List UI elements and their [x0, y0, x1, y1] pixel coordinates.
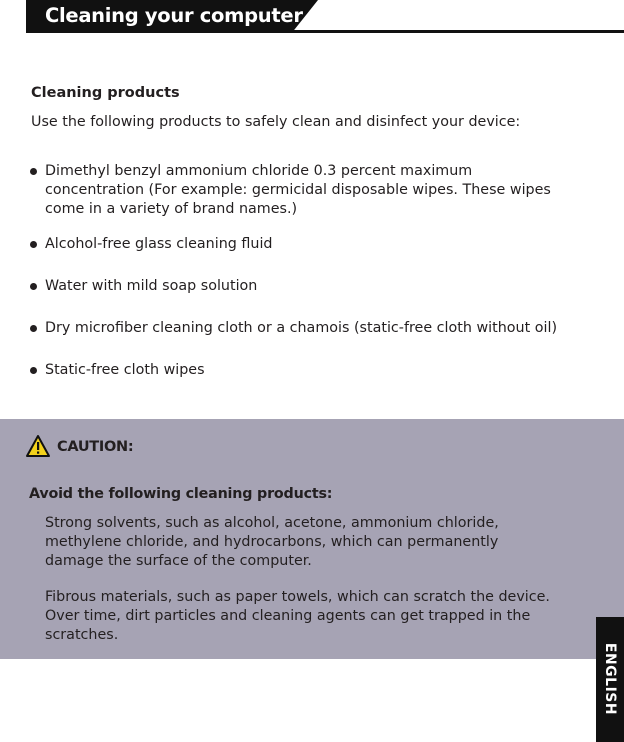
- bullet-icon: [30, 168, 37, 175]
- list-item-line: Dimethyl benzyl ammonium chloride 0.3 percent maximum: [45, 163, 473, 179]
- list-item-line: Over time, dirt particles and cleaning agents can get trapped in the: [45, 608, 531, 624]
- section-header: [26, 0, 624, 33]
- list-item-line: Dry microfiber cleaning cloth or a chamois (static-free cloth without oil): [45, 320, 558, 336]
- cleaning-products-heading: Cleaning products: [31, 85, 180, 101]
- list-item-line: Fibrous materials, such as paper towels, which can scratch the device.: [45, 589, 550, 605]
- header-rule: [26, 30, 624, 33]
- list-item-line: concentration (For example: germicidal disposable wipes. These wipes: [45, 182, 551, 198]
- avoid-heading: Avoid the following cleaning products:: [29, 486, 333, 502]
- warning-triangle-icon: [25, 434, 51, 458]
- bullet-icon: [30, 241, 37, 248]
- intro-text: Use the following products to safely clean and disinfect your device:: [31, 114, 521, 130]
- caution-title: CAUTION:: [57, 439, 134, 455]
- bullet-icon: [30, 367, 37, 374]
- list-item: [45, 162, 585, 219]
- bullet-icon: [30, 283, 37, 290]
- list-item-line: Water with mild soap solution: [45, 278, 258, 294]
- list-item-line: come in a variety of brand names.): [45, 201, 298, 217]
- bullet-icon: [30, 325, 37, 332]
- list-item-line: damage the surface of the computer.: [45, 553, 312, 569]
- list-item-line: scratches.: [45, 627, 119, 643]
- language-tab: [596, 617, 624, 742]
- list-item: [45, 361, 585, 380]
- list-item: [45, 277, 585, 296]
- language-label: ENGLISH: [602, 642, 618, 716]
- page-title: Cleaning your computer: [45, 4, 303, 27]
- list-item: [45, 319, 585, 338]
- list-item: [45, 514, 555, 571]
- list-item-line: Strong solvents, such as alcohol, acetone, ammonium chloride,: [45, 515, 499, 531]
- list-item-line: methylene chloride, and hydrocarbons, which can permanently: [45, 534, 499, 550]
- list-item-line: Static-free cloth wipes: [45, 362, 205, 378]
- list-item: [45, 235, 585, 254]
- list-item-line: Alcohol-free glass cleaning fluid: [45, 236, 273, 252]
- list-item: [45, 588, 555, 645]
